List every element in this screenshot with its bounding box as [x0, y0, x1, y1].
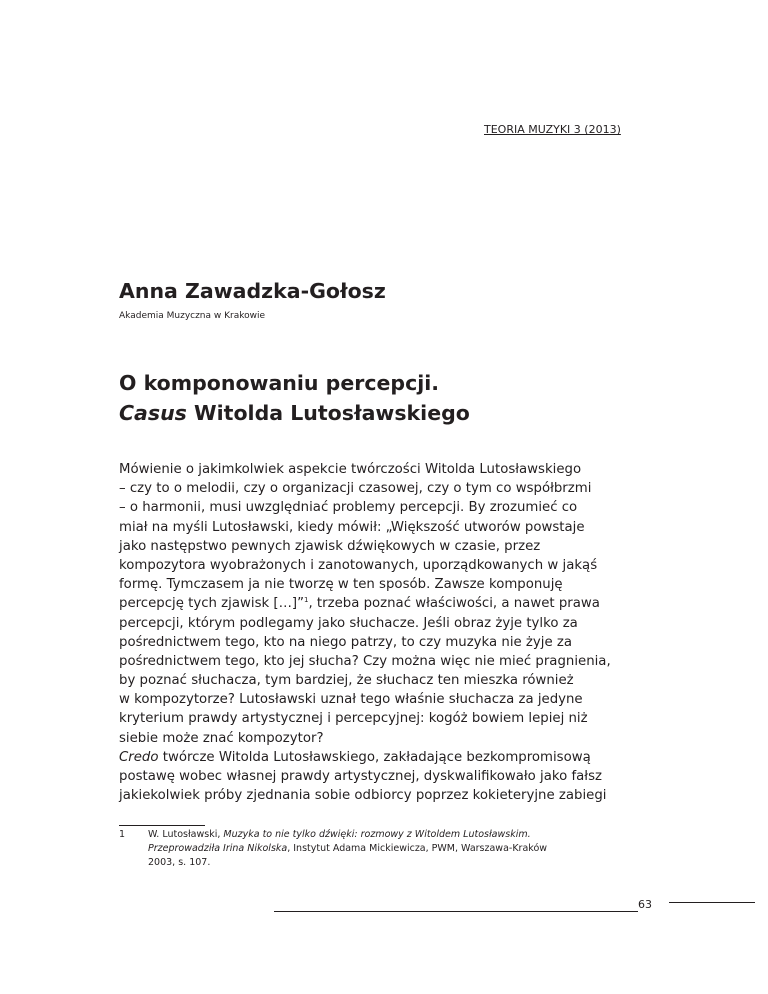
body-line: pośrednictwem tego, kto na niego patrzy, to czy muzyka nie żyje za: [119, 634, 572, 650]
body-line: – czy to o melodii, czy o organizacji czasowej, czy o tym co współbrzmi: [119, 481, 592, 497]
footnote-body: [148, 828, 693, 870]
body-line: Mówienie o jakimkolwiek aspekcie twórczości Witolda Lutosławskiego: [119, 462, 582, 477]
body-line: – o harmonii, musi uwzględniać problemy percepcji. By zrozumieć co: [119, 500, 578, 516]
body-line: kryterium prawdy artystycznej i percepcyjnej: kogóż bowiem lepiej niż: [119, 711, 588, 727]
body-line: kompozytora wyobrażonych i zanotowanych, uporządkowanych w jakąś: [119, 557, 598, 573]
footnote-book-title: Muzyka to nie tylko dźwięki: rozmowy z Witoldem Lutosławskim.: [223, 829, 531, 840]
body-line: postawę wobec własnej prawdy artystycznej, dyskwalifikowało jako fałsz: [119, 769, 602, 784]
paragraph-2-first-line-rest: twórcze Witolda Lutosławskiego, zakładające bezkompromisową: [158, 749, 591, 765]
body-line-8-end: , trzeba poznać właściwości, a nawet prawa: [308, 596, 600, 612]
paragraph-2-first-line: [119, 748, 694, 767]
title-casus: Casus: [119, 401, 187, 425]
journal-header: TEORIA MUZYKI 3 (2013): [484, 123, 621, 136]
body-line: miał na myśli Lutosławski, kiedy mówił: „Większość utworów powstaje: [119, 519, 585, 535]
footnote-publisher: , Instytut Adama Mickiewicza, PWM, Warszawa-Kraków: [287, 843, 548, 854]
article-title: [119, 368, 699, 428]
body-line: w kompozytorze? Lutosławski uznał tego właśnie słuchacza za jedyne: [119, 692, 583, 708]
footnote-translator: Przeprowadziła Irina Nikolska: [148, 843, 288, 854]
footnote-line-3: 2003, s. 107.: [148, 857, 211, 868]
body-line: percepcji, którym podlegamy jako słuchacze. Jeśli obraz żyje tylko za: [119, 615, 578, 631]
credo-italic: Credo: [119, 749, 159, 765]
body-line: formę. Tymczasem ja nie tworzę w ten sposób. Zawsze komponuję: [119, 577, 563, 593]
footnote-number: 1: [119, 829, 126, 840]
footnote-reference[interactable]: 1: [304, 596, 309, 605]
body-text: [119, 460, 694, 805]
footer-rule: [274, 911, 638, 912]
footnote-divider: [119, 825, 205, 826]
title-line-1: O komponowaniu percepcji.: [119, 371, 440, 395]
author-affiliation: Akademia Muzyczna w Krakowie: [119, 311, 266, 321]
body-line-8-start: percepcję tych zjawisk […]”: [119, 596, 304, 612]
body-line: by poznać słuchacza, tym bardziej, że słuchacz ten mieszka również: [119, 673, 574, 689]
footnote-line-1: [148, 828, 693, 842]
body-line-with-footnote: [119, 594, 694, 613]
body-line: jako następstwo pewnych zjawisk dźwiękowych w czasie, przez: [119, 538, 541, 554]
body-line: siebie może znać kompozytor?: [119, 730, 324, 746]
footnote-line-2: [148, 842, 693, 856]
body-line: jakiekolwiek próby zjednania sobie odbiorcy poprzez kokieteryjne zabiegi: [119, 788, 607, 804]
footnote-author: W. Lutosławski,: [148, 829, 224, 840]
body-line: pośrednictwem tego, kto jej słucha? Czy można więc nie mieć pragnienia,: [119, 653, 611, 669]
title-line-2-rest: Witolda Lutosławskiego: [186, 401, 470, 425]
title-line-2: [119, 398, 699, 428]
author-name: Anna Zawadzka-Gołosz: [119, 279, 386, 303]
margin-rule: [669, 902, 755, 903]
page-number: 63: [638, 898, 652, 911]
